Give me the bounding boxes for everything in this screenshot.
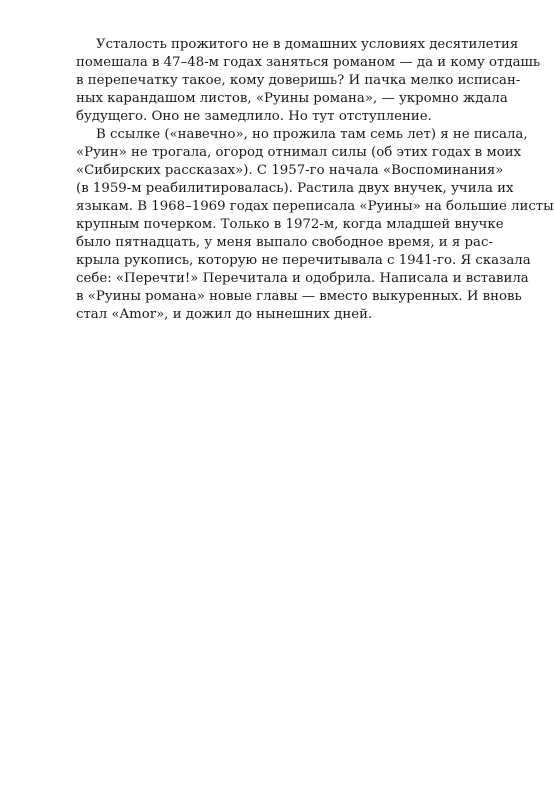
text-line: стал «Amor», и дожил до нынешних дней.: [76, 307, 373, 322]
text-line: ных карандашом листов, «Руины романа», — укромно ждала: [76, 91, 508, 106]
text-line: помешала в 47–48-м годах заняться романом — да и кому отдашь: [76, 55, 541, 70]
paragraph-1: [76, 36, 541, 126]
text-line: крупным почерком. Только в 1972-м, когда младшей внучке: [76, 217, 504, 232]
text-line: себе: «Перечти!» Перечитала и одобрила. Написала и вставила: [76, 271, 529, 286]
text-line: (в 1959-м реабилитировалась). Растила двух внучек, учила их: [76, 181, 514, 196]
text-line: в перепечатку такое, кому доверишь? И пачка мелко исписан-: [76, 73, 521, 88]
text-line: было пятнадцать, у меня выпало свободное время, и я рас-: [76, 235, 493, 250]
body-text: [76, 36, 554, 324]
text-line: будущего. Оно не замедлило. Но тут отступление.: [76, 109, 432, 124]
text-line: крыла рукопись, которую не перечитывала с 1941-го. Я сказала: [76, 253, 531, 268]
text-line: Усталость прожитого не в домашних условиях десятилетия: [96, 37, 519, 52]
text-line: в «Руины романа» новые главы — вместо выкуренных. И вновь: [76, 289, 522, 304]
text-line: В ссылке («навечно», но прожила там семь лет) я не писала,: [96, 127, 528, 142]
text-line: «Сибирских рассказах»). С 1957-го начала «Воспоминания»: [76, 163, 504, 178]
text-line: языкам. В 1968–1969 годах переписала «Руины» на большие листы: [76, 199, 554, 214]
text-line: «Руин» не трогала, огород отнимал силы (об этих годах в моих: [76, 145, 522, 160]
paragraph-2: [76, 126, 554, 324]
